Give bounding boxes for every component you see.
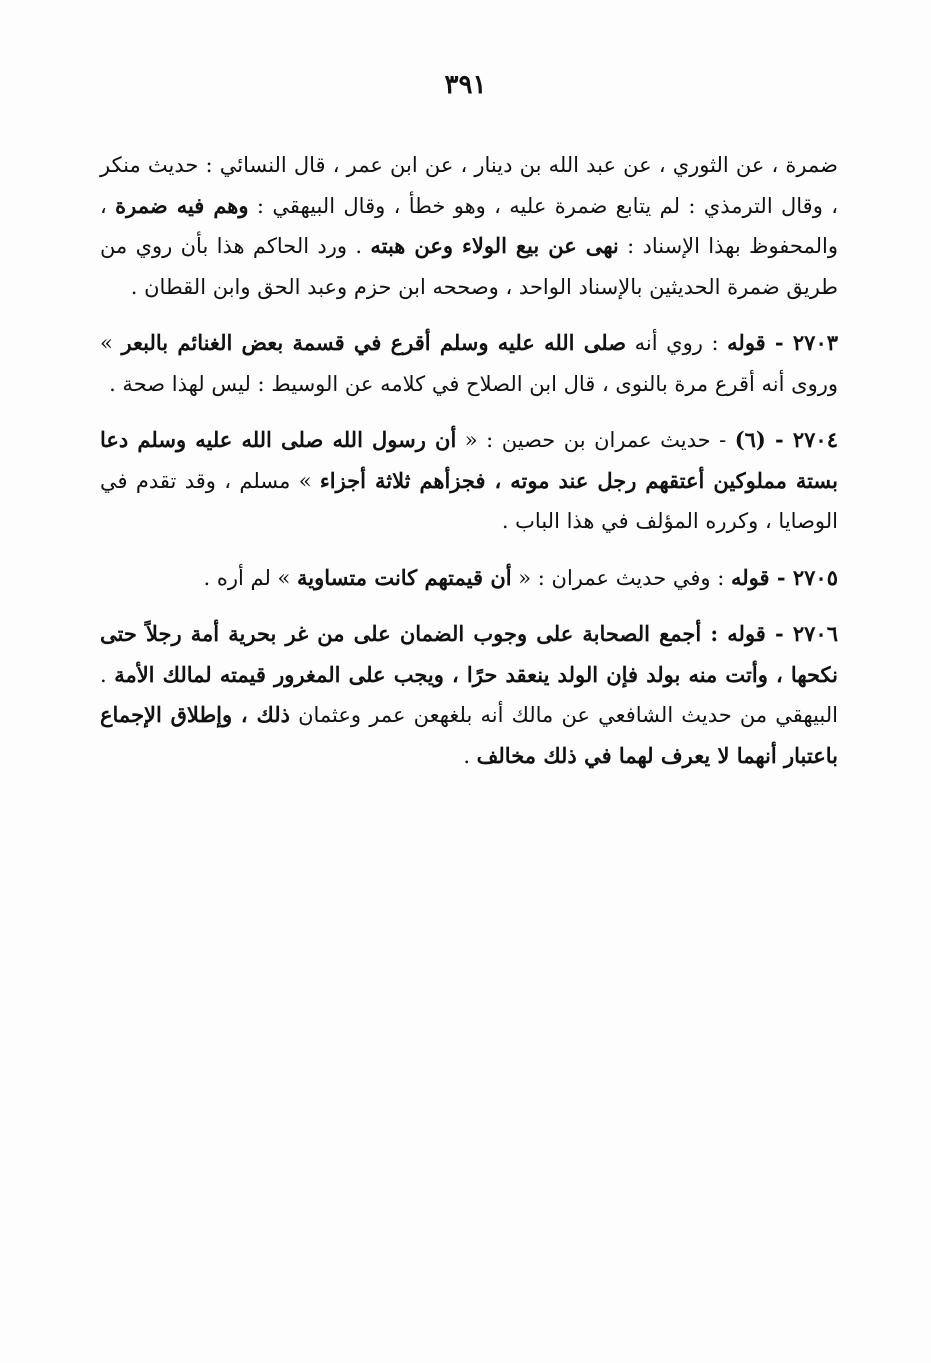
entry-number: ٢٧٠٥ - قوله	[730, 564, 838, 590]
entry-number: ٢٧٠٤ - (٦)	[734, 427, 838, 452]
page-body	[100, 145, 838, 792]
text-segment: - حديث عمران بن حصين : «	[456, 428, 735, 452]
bold-segment: ذلك ، وإطلاق الإجماع باعتبار أنهما لا يعرف لهما في ذلك مخالف	[100, 702, 838, 768]
bold-segment: أن قيمتهم كانت متساوية	[297, 564, 512, 590]
text-segment: : روي أنه	[626, 331, 728, 355]
text-segment: : وفي حديث عمران : «	[511, 565, 731, 590]
bold-segment: صلى الله عليه وسلم أقرع في قسمة بعض الغنائم بالبعر	[121, 330, 627, 355]
entry-number: ٢٧٠٣ - قوله	[727, 330, 839, 355]
bold-segment: نهى عن بيع الولاء وعن هبته	[370, 233, 619, 258]
page-number: ٣٩١	[444, 70, 487, 100]
paragraph-2706	[100, 614, 838, 776]
text-segment: . ورد الحاكم هذا بأن روي من طريق ضمرة الحديثين بالإسناد الواحد ، وصححه ابن حزم وعبد الحق وابن القطان .	[100, 234, 838, 299]
paragraph-2703	[100, 323, 838, 404]
text-segment: » مسلم ، وقد تقدم في الوصايا ، وكرره المؤلف في هذا الباب .	[100, 468, 838, 533]
bold-segment: وهم فيه ضمرة	[115, 192, 249, 218]
bold-segment: أن رسول الله صلى الله عليه وسلم دعا بستة مملوكين أعتقهم رجل عند موته ، فجزأهم ثلاثة أجزاء	[100, 427, 838, 493]
paragraph-2705	[100, 558, 838, 599]
text-segment: » وروى أنه أقرع مرة بالنوى ، قال ابن الصلاح في كلامه عن الوسيط : ليس لهذا صحة .	[100, 331, 838, 396]
text-segment: .	[463, 743, 477, 768]
paragraph-2704	[100, 420, 838, 542]
text-segment: » لم أره .	[203, 565, 298, 590]
paragraph-0	[100, 145, 838, 307]
text-segment: . البيهقي من حديث الشافعي عن مالك أنه بلغهعن عمر وعثمان	[100, 662, 838, 727]
entry-number: ٢٧٠٦ - قوله : أجمع الصحابة على وجوب الضمان على من غر بحرية أمة رجلاً حتى نكحها ، وأتت منه بولد فإن الولد ينعقد حرًا ، ويجب على المغرور قيمته لمالك الأمة	[100, 621, 839, 687]
text-segment: ضمرة ، عن الثوري ، عن عبد الله بن دينار ، عن ابن عمر ، قال النسائي : حديث منكر ، وقال الترمذي : لم يتابع ضمرة عليه ، وهو خطأ ، وقال البيهقي :	[100, 153, 838, 218]
text-segment: ، والمحفوظ بهذا الإسناد :	[100, 193, 838, 258]
